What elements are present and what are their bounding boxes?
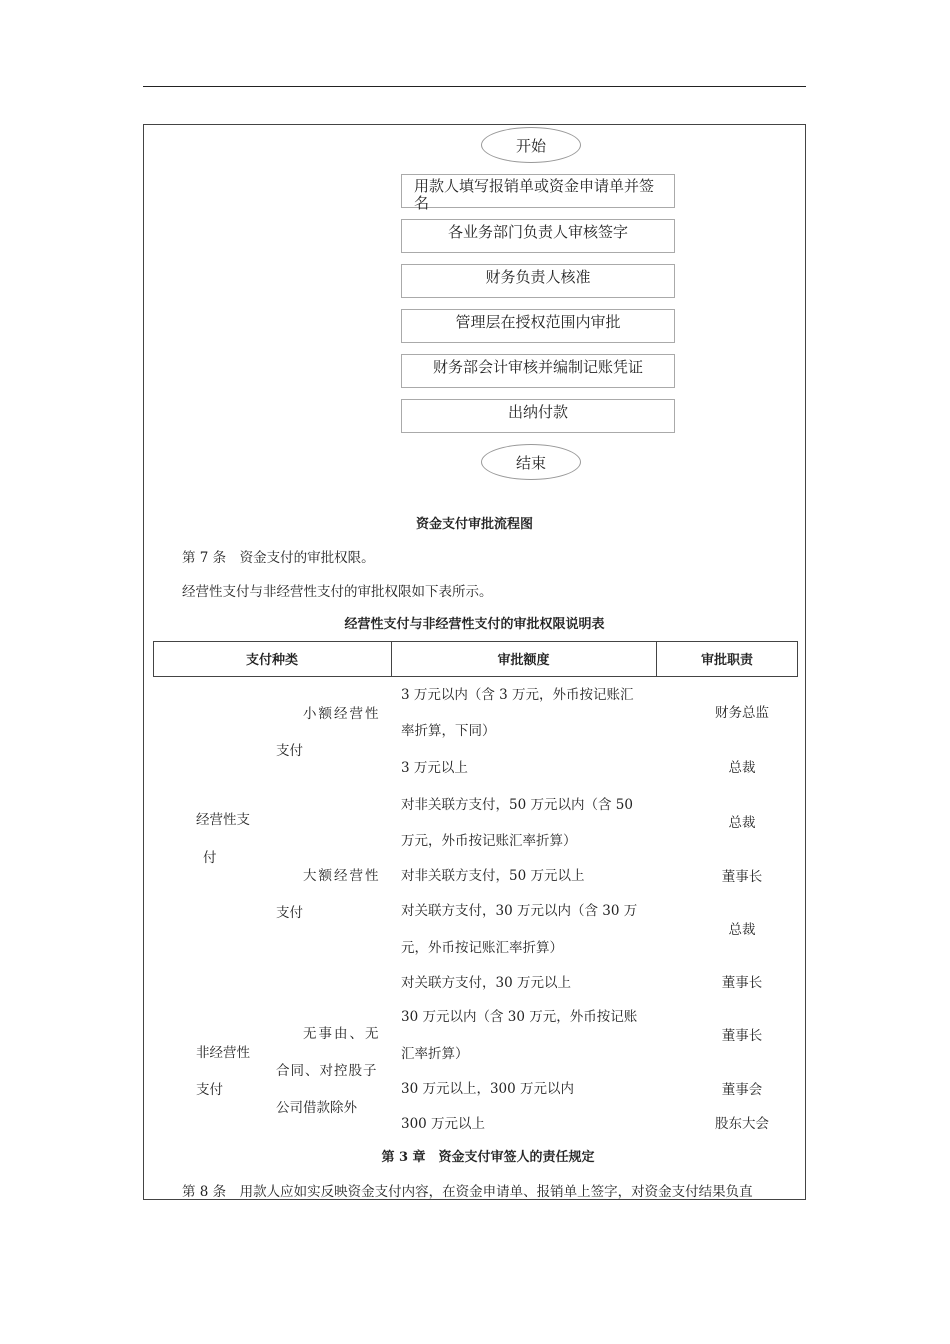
role-cell: 总裁 bbox=[728, 922, 756, 938]
amount-cell: 万元，外币按记账汇率折算） bbox=[401, 833, 577, 849]
header-amount: 审批额度 bbox=[497, 653, 550, 668]
category-operating-cont: 付 bbox=[203, 850, 217, 866]
amount-cell: 对非关联方支付，50 万元以上 bbox=[401, 868, 585, 884]
sub-large: 大额经营性 bbox=[303, 868, 381, 884]
header-role: 审批职责 bbox=[700, 653, 753, 668]
amount-cell: 对关联方支付，30 万元以上 bbox=[401, 975, 571, 991]
flow-step-6 bbox=[401, 399, 675, 433]
amount-cell: 对非关联方支付，50 万元以内（含 50 bbox=[401, 797, 633, 813]
amount-cell: 30 万元以内（含 30 万元，外币按记账 bbox=[401, 1009, 638, 1025]
article-8: 第 8 条 用款人应如实反映资金支付内容，在资金申请单、报销单上签字，对资金支付结果负直 bbox=[182, 1184, 753, 1200]
flow-step-label: 用款人填写报销单或资金申请单并签名 bbox=[414, 177, 655, 212]
table-title: 经营性支付与非经营性支付的审批权限说明表 bbox=[344, 617, 605, 632]
sub-nonoperating: 无事由、无 bbox=[303, 1026, 381, 1042]
flow-step-label: 管理层在授权范围内审批 bbox=[455, 313, 621, 331]
amount-cell: 汇率折算） bbox=[401, 1046, 469, 1062]
header-type: 支付种类 bbox=[245, 653, 298, 668]
sub-nonoperating-cont2: 公司借款除外 bbox=[276, 1100, 357, 1116]
flow-step-1 bbox=[401, 174, 675, 212]
flow-step-label: 财务负责人核准 bbox=[485, 268, 591, 286]
amount-cell: 300 万元以上 bbox=[401, 1116, 486, 1132]
flow-end bbox=[481, 444, 581, 480]
role-cell: 董事长 bbox=[721, 975, 763, 991]
role-cell: 财务总监 bbox=[715, 705, 769, 721]
role-cell: 董事长 bbox=[721, 1028, 763, 1044]
category-nonoperating-cont: 支付 bbox=[196, 1082, 223, 1098]
flow-start bbox=[481, 127, 581, 163]
flowchart-caption: 资金支付审批流程图 bbox=[415, 517, 533, 532]
flow-step-label: 财务部会计审核并编制记账凭证 bbox=[432, 358, 643, 376]
role-cell: 董事会 bbox=[721, 1082, 763, 1098]
role-cell: 总裁 bbox=[728, 815, 756, 831]
sub-small-cont: 支付 bbox=[276, 743, 303, 759]
sub-nonoperating-cont: 合同、对控股子 bbox=[276, 1063, 378, 1079]
amount-cell: 3 万元以内（含 3 万元，外币按记账汇 bbox=[401, 687, 634, 703]
sub-large-cont: 支付 bbox=[276, 905, 303, 921]
amount-cell: 率折算，下同） bbox=[401, 723, 496, 739]
paragraph: 经营性支付与非经营性支付的审批权限如下表所示。 bbox=[182, 584, 493, 600]
flow-end-label: 结束 bbox=[515, 453, 546, 472]
category-nonoperating: 非经营性 bbox=[196, 1045, 250, 1061]
amount-cell: 3 万元以上 bbox=[401, 760, 468, 776]
flow-step-2 bbox=[401, 219, 675, 253]
chapter-heading: 第 3 章 资金支付审签人的责任规定 bbox=[381, 1150, 595, 1165]
flow-step-5 bbox=[401, 354, 675, 388]
amount-cell: 对关联方支付，30 万元以内（含 30 万 bbox=[401, 903, 638, 919]
flow-step-3 bbox=[401, 264, 675, 298]
role-cell: 股东大会 bbox=[715, 1116, 769, 1132]
category-operating: 经营性支 bbox=[196, 812, 250, 828]
amount-cell: 30 万元以上，300 万元以内 bbox=[401, 1081, 575, 1097]
flow-step-4 bbox=[401, 309, 675, 343]
flow-start-label: 开始 bbox=[515, 136, 546, 155]
amount-cell: 元，外币按记账汇率折算） bbox=[401, 940, 563, 956]
flow-step-label: 各业务部门负责人审核签字 bbox=[447, 223, 628, 241]
role-cell: 董事长 bbox=[721, 869, 763, 885]
header-rule bbox=[143, 86, 806, 87]
flow-step-label: 出纳付款 bbox=[507, 403, 568, 421]
sub-small: 小额经营性 bbox=[303, 706, 381, 722]
article-7: 第 7 条 资金支付的审批权限。 bbox=[182, 550, 375, 566]
role-cell: 总裁 bbox=[728, 760, 756, 776]
